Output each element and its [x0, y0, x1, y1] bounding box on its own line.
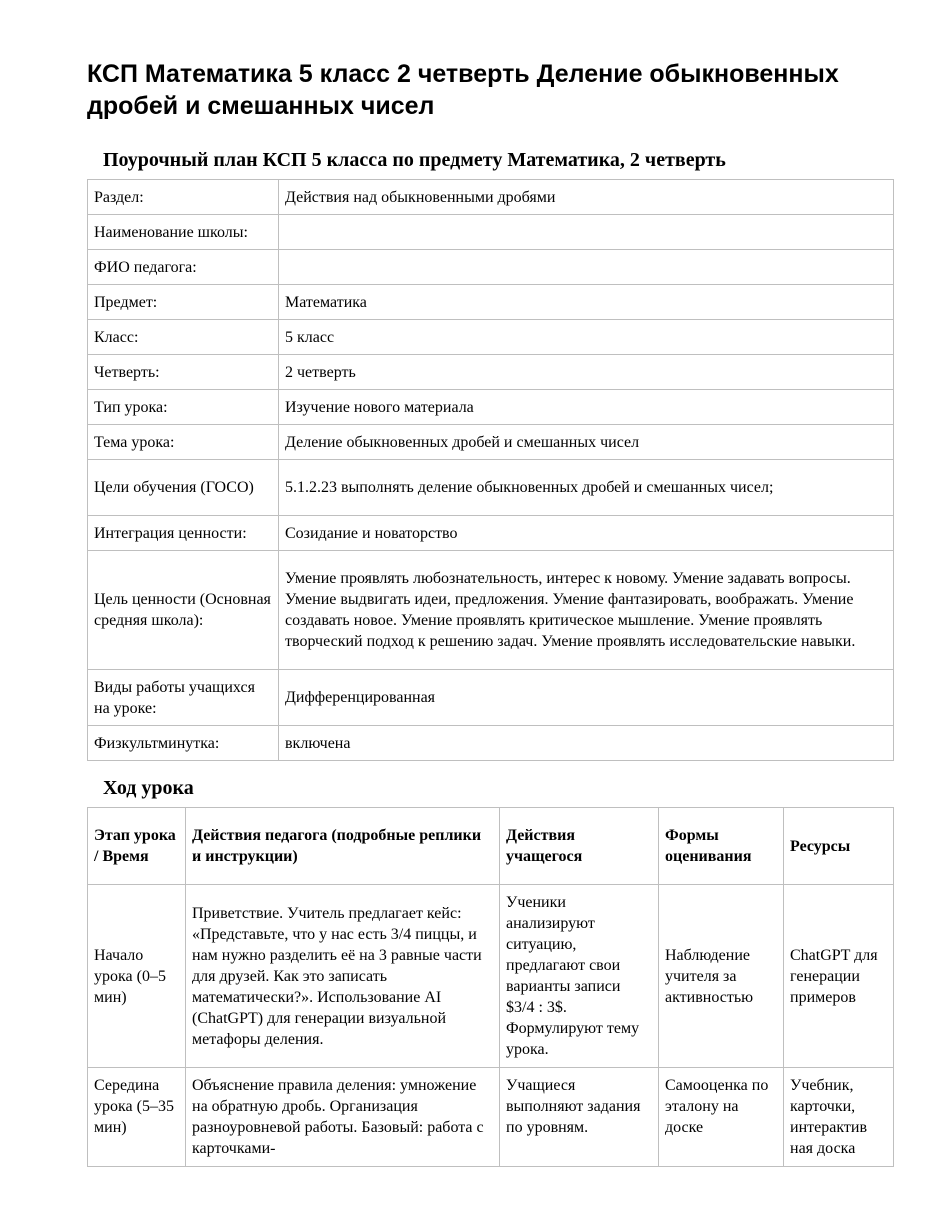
info-label: Виды работы учащихся на уроке:: [88, 670, 279, 726]
table-row: [88, 460, 894, 516]
info-value: Деление обыкновенных дробей и смешанных чисел: [279, 425, 894, 460]
info-value: Действия над обыкновенными дробями: [279, 180, 894, 215]
table-row: [88, 390, 894, 425]
info-label: Раздел:: [88, 180, 279, 215]
info-label: Цель ценности (Основная средняя школа):: [88, 551, 279, 670]
info-value: Умение проявлять любознательность, интерес к новому. Умение задавать вопросы. Умение выдвигать идеи, предложения. Умение фантазировать, воображать. Умение создавать новое. Умение проявлять критическое мышление. Умение проявлять творческий подход к решению задач. Умение проявлять исследовательские навыки.: [279, 551, 894, 670]
table-row: [88, 355, 894, 390]
table-row: [88, 670, 894, 726]
info-label: Тип урока:: [88, 390, 279, 425]
column-header-stage: Этап урока / Время: [88, 808, 186, 885]
column-header-assessment: Формы оценивания: [659, 808, 784, 885]
table-row: [88, 551, 894, 670]
info-label: Наименование школы:: [88, 215, 279, 250]
info-value: [279, 215, 894, 250]
info-label: Класс:: [88, 320, 279, 355]
info-value: [279, 250, 894, 285]
column-header-resources: Ресурсы: [784, 808, 894, 885]
info-label: Интеграция ценности:: [88, 516, 279, 551]
stage-cell: Середина урока (5–35 мин): [88, 1068, 186, 1167]
table-row: [88, 1068, 894, 1167]
plan-heading: Поурочный план КСП 5 класса по предмету Математика, 2 четверть: [103, 149, 726, 171]
info-label: Предмет:: [88, 285, 279, 320]
table-row: [88, 726, 894, 761]
table-header-row: [88, 808, 894, 885]
stage-cell: Начало урока (0–5 мин): [88, 885, 186, 1068]
info-value: 5.1.2.23 выполнять деление обыкновенных дробей и смешанных чисел;: [279, 460, 894, 516]
table-row: [88, 320, 894, 355]
table-row: [88, 285, 894, 320]
teacher-actions-cell: Объяснение правила деления: умножение на обратную дробь. Организация разноуровневой работы. Базовый: работа с карточками-: [186, 1068, 500, 1167]
info-value: Дифференцированная: [279, 670, 894, 726]
info-label: Цели обучения (ГОСО): [88, 460, 279, 516]
table-row: [88, 180, 894, 215]
lesson-heading: Ход урока: [103, 777, 194, 799]
resources-cell: Учебник, карточки, интерактив ная доска: [784, 1068, 894, 1167]
info-value: Созидание и новаторство: [279, 516, 894, 551]
info-label: Физкультминутка:: [88, 726, 279, 761]
info-label: Четверть:: [88, 355, 279, 390]
table-row: [88, 425, 894, 460]
lesson-flow-table: [87, 807, 894, 1167]
teacher-actions-cell: Приветствие. Учитель предлагает кейс: «Представьте, что у нас есть 3/4 пиццы, и нам нужно разделить её на 3 равные части для друзей. Как это записать математически?». Использование AI (ChatGPT) для генерации визуальной метафоры деления.: [186, 885, 500, 1068]
student-actions-cell: Учащиеся выполняют задания по уровням.: [500, 1068, 659, 1167]
info-value: включена: [279, 726, 894, 761]
info-value: Изучение нового материала: [279, 390, 894, 425]
assessment-cell: Наблюдение учителя за активностью: [659, 885, 784, 1068]
info-value: 5 класс: [279, 320, 894, 355]
resources-cell: ChatGPT для генерации примеров: [784, 885, 894, 1068]
table-row: [88, 215, 894, 250]
column-header-teacher-actions: Действия педагога (подробные реплики и инструкции): [186, 808, 500, 885]
lesson-info-table: [87, 179, 894, 761]
info-label: ФИО педагога:: [88, 250, 279, 285]
table-row: [88, 885, 894, 1068]
column-header-student-actions: Действия учащегося: [500, 808, 659, 885]
info-value: Математика: [279, 285, 894, 320]
document-title: КСП Математика 5 класс 2 четверть Деление обыкновенных дробей и смешанных чисел: [87, 60, 839, 120]
student-actions-cell: Ученики анализируют ситуацию, предлагают свои варианты записи $3/4 : 3$. Формулируют тему урока.: [500, 885, 659, 1068]
info-label: Тема урока:: [88, 425, 279, 460]
assessment-cell: Самооценка по эталону на доске: [659, 1068, 784, 1167]
table-row: [88, 516, 894, 551]
info-value: 2 четверть: [279, 355, 894, 390]
table-row: [88, 250, 894, 285]
